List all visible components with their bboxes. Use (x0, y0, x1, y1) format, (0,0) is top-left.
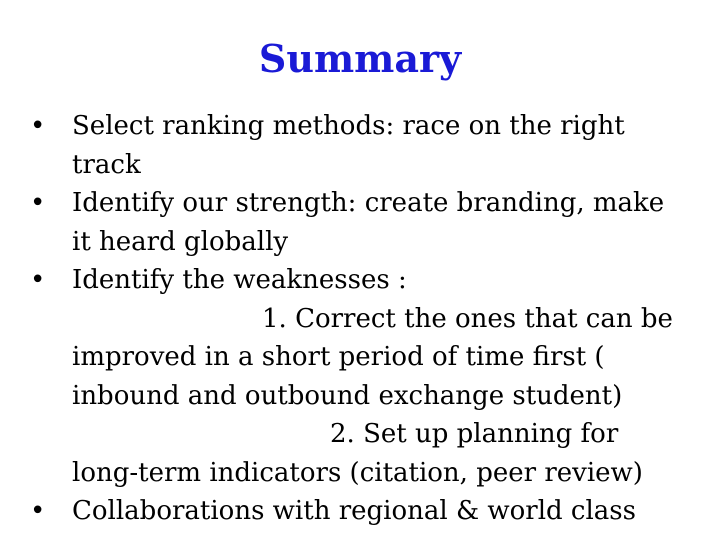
bullet-text: track (72, 149, 141, 180)
bullet-item-strength (30, 184, 710, 261)
bullet-text: Identify the weaknesses : (72, 265, 407, 295)
bullet-list (30, 107, 710, 531)
bullet-icon: • (30, 496, 46, 526)
sub-item-text: inbound and outbound exchange student) (72, 380, 623, 411)
bullet-text: Identify our strength: create branding, make (72, 188, 665, 218)
slide-title: Summary (258, 36, 462, 81)
bullet-item-ranking-methods (30, 107, 710, 184)
sub-item-long-term-planning: 2. Set up planning for (330, 419, 619, 449)
sub-item-correct-weaknesses: 1. Correct the ones that can be (262, 303, 673, 334)
bullet-item-weaknesses (30, 261, 710, 492)
bullet-text: Select ranking methods: race on the right (72, 111, 625, 141)
sub-item-text: improved in a short period of time first ( (72, 342, 605, 372)
sub-item-text: long-term indicators (citation, peer review) (72, 457, 643, 488)
bullet-text: it heard globally (72, 226, 289, 257)
bullet-icon: • (30, 111, 46, 141)
bullet-item-collaborations (30, 492, 710, 531)
bullet-icon: • (30, 265, 46, 295)
bullet-icon: • (30, 188, 46, 218)
bullet-text: Collaborations with regional & world class (72, 496, 636, 526)
